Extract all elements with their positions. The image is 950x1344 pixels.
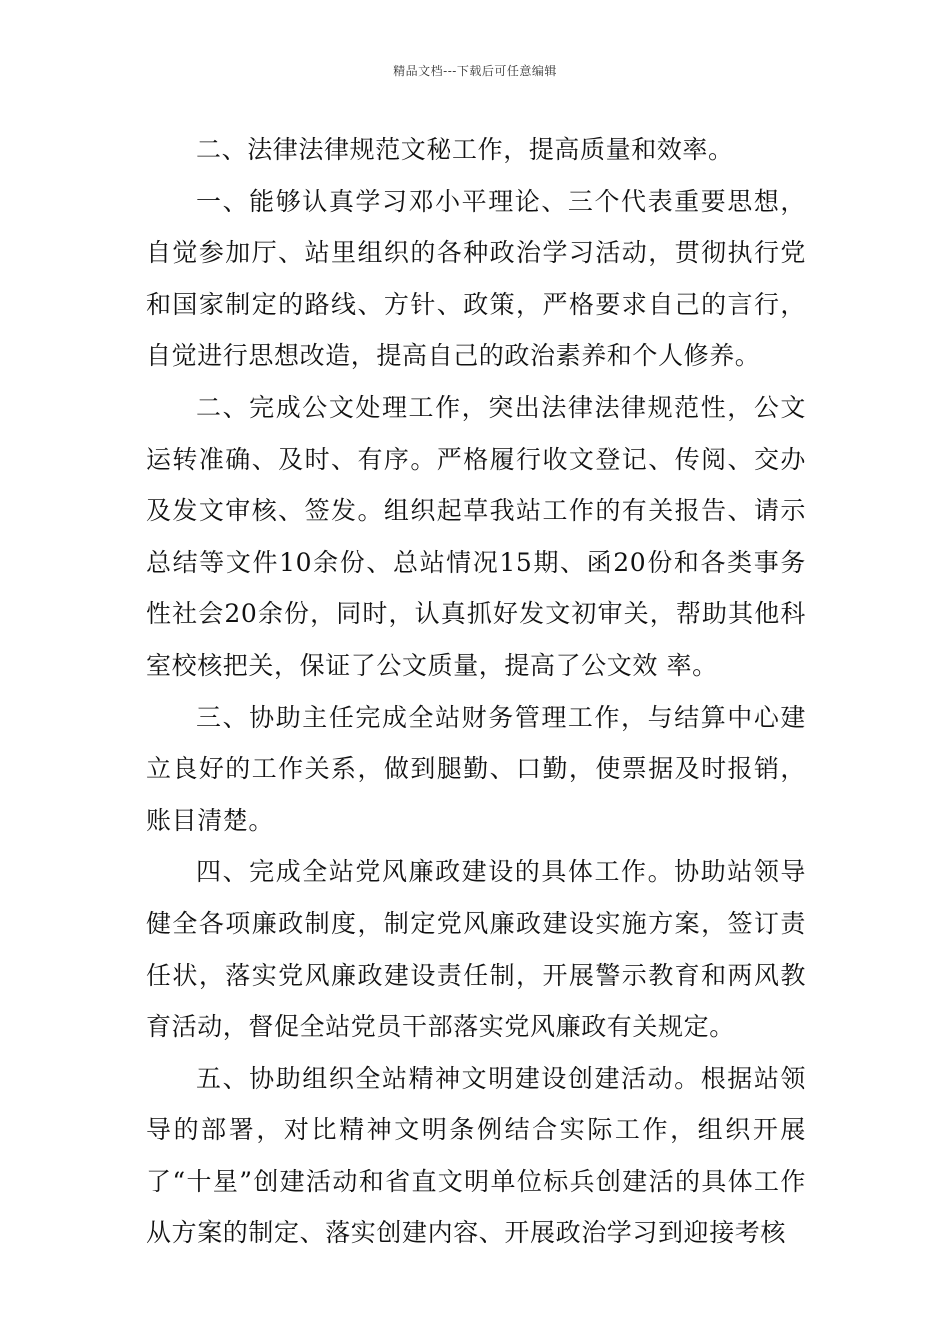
paragraph-4: 四、完成全站党风廉政建设的具体工作。协助站领导健全各项廉政制度，制定党风廉政建设实施方案，签订责任状，落实党风廉政建设责任制，开展警示教育和两风教育活动，督促全站党员干部落实党风廉政有关规定。 [146, 857, 806, 1042]
document-body [146, 124, 806, 1259]
paragraph-3: 三、协助主任完成全站财务管理工作，与结算中心建立良好的工作关系，做到腿勤、口勤，使票据及时报销，账目清楚。 [146, 702, 806, 835]
paragraph-intro: 二、法律法律规范文秘工作，提高质量和效率。 [196, 135, 734, 164]
page-header: 精品文档---下载后可任意编辑 [393, 64, 557, 78]
paragraph-2: 二、完成公文处理工作，突出法律法律规范性，公文运转准确、及时、有序。严格履行收文登记、传阅、交办及发文审核、签发。组织起草我站工作的有关报告、请示总结等文件10余份、总站情况15期、函20份和各类事务性社会20余份，同时，认真抓好发文初审关，帮助其他科室校核把关，保证了公文质量，提高了公文效 率。 [146, 392, 806, 680]
paragraph-5: 五、协助组织全站精神文明建设创建活动。根据站领导的部署，对比精神文明条例结合实际工作，组织开展了“十星”创建活动和省直文明单位标兵创建活的具体工作从方案的制定、落实创建内容、开展政治学习到迎接考核 [146, 1063, 806, 1248]
paragraph-1: 一、能够认真学习邓小平理论、三个代表重要思想，自觉参加厅、站里组织的各种政治学习活动，贯彻执行党和国家制定的路线、方针、政策，严格要求自己的言行，自觉进行思想改造，提高自己的政治素养和个人修养。 [146, 186, 806, 371]
